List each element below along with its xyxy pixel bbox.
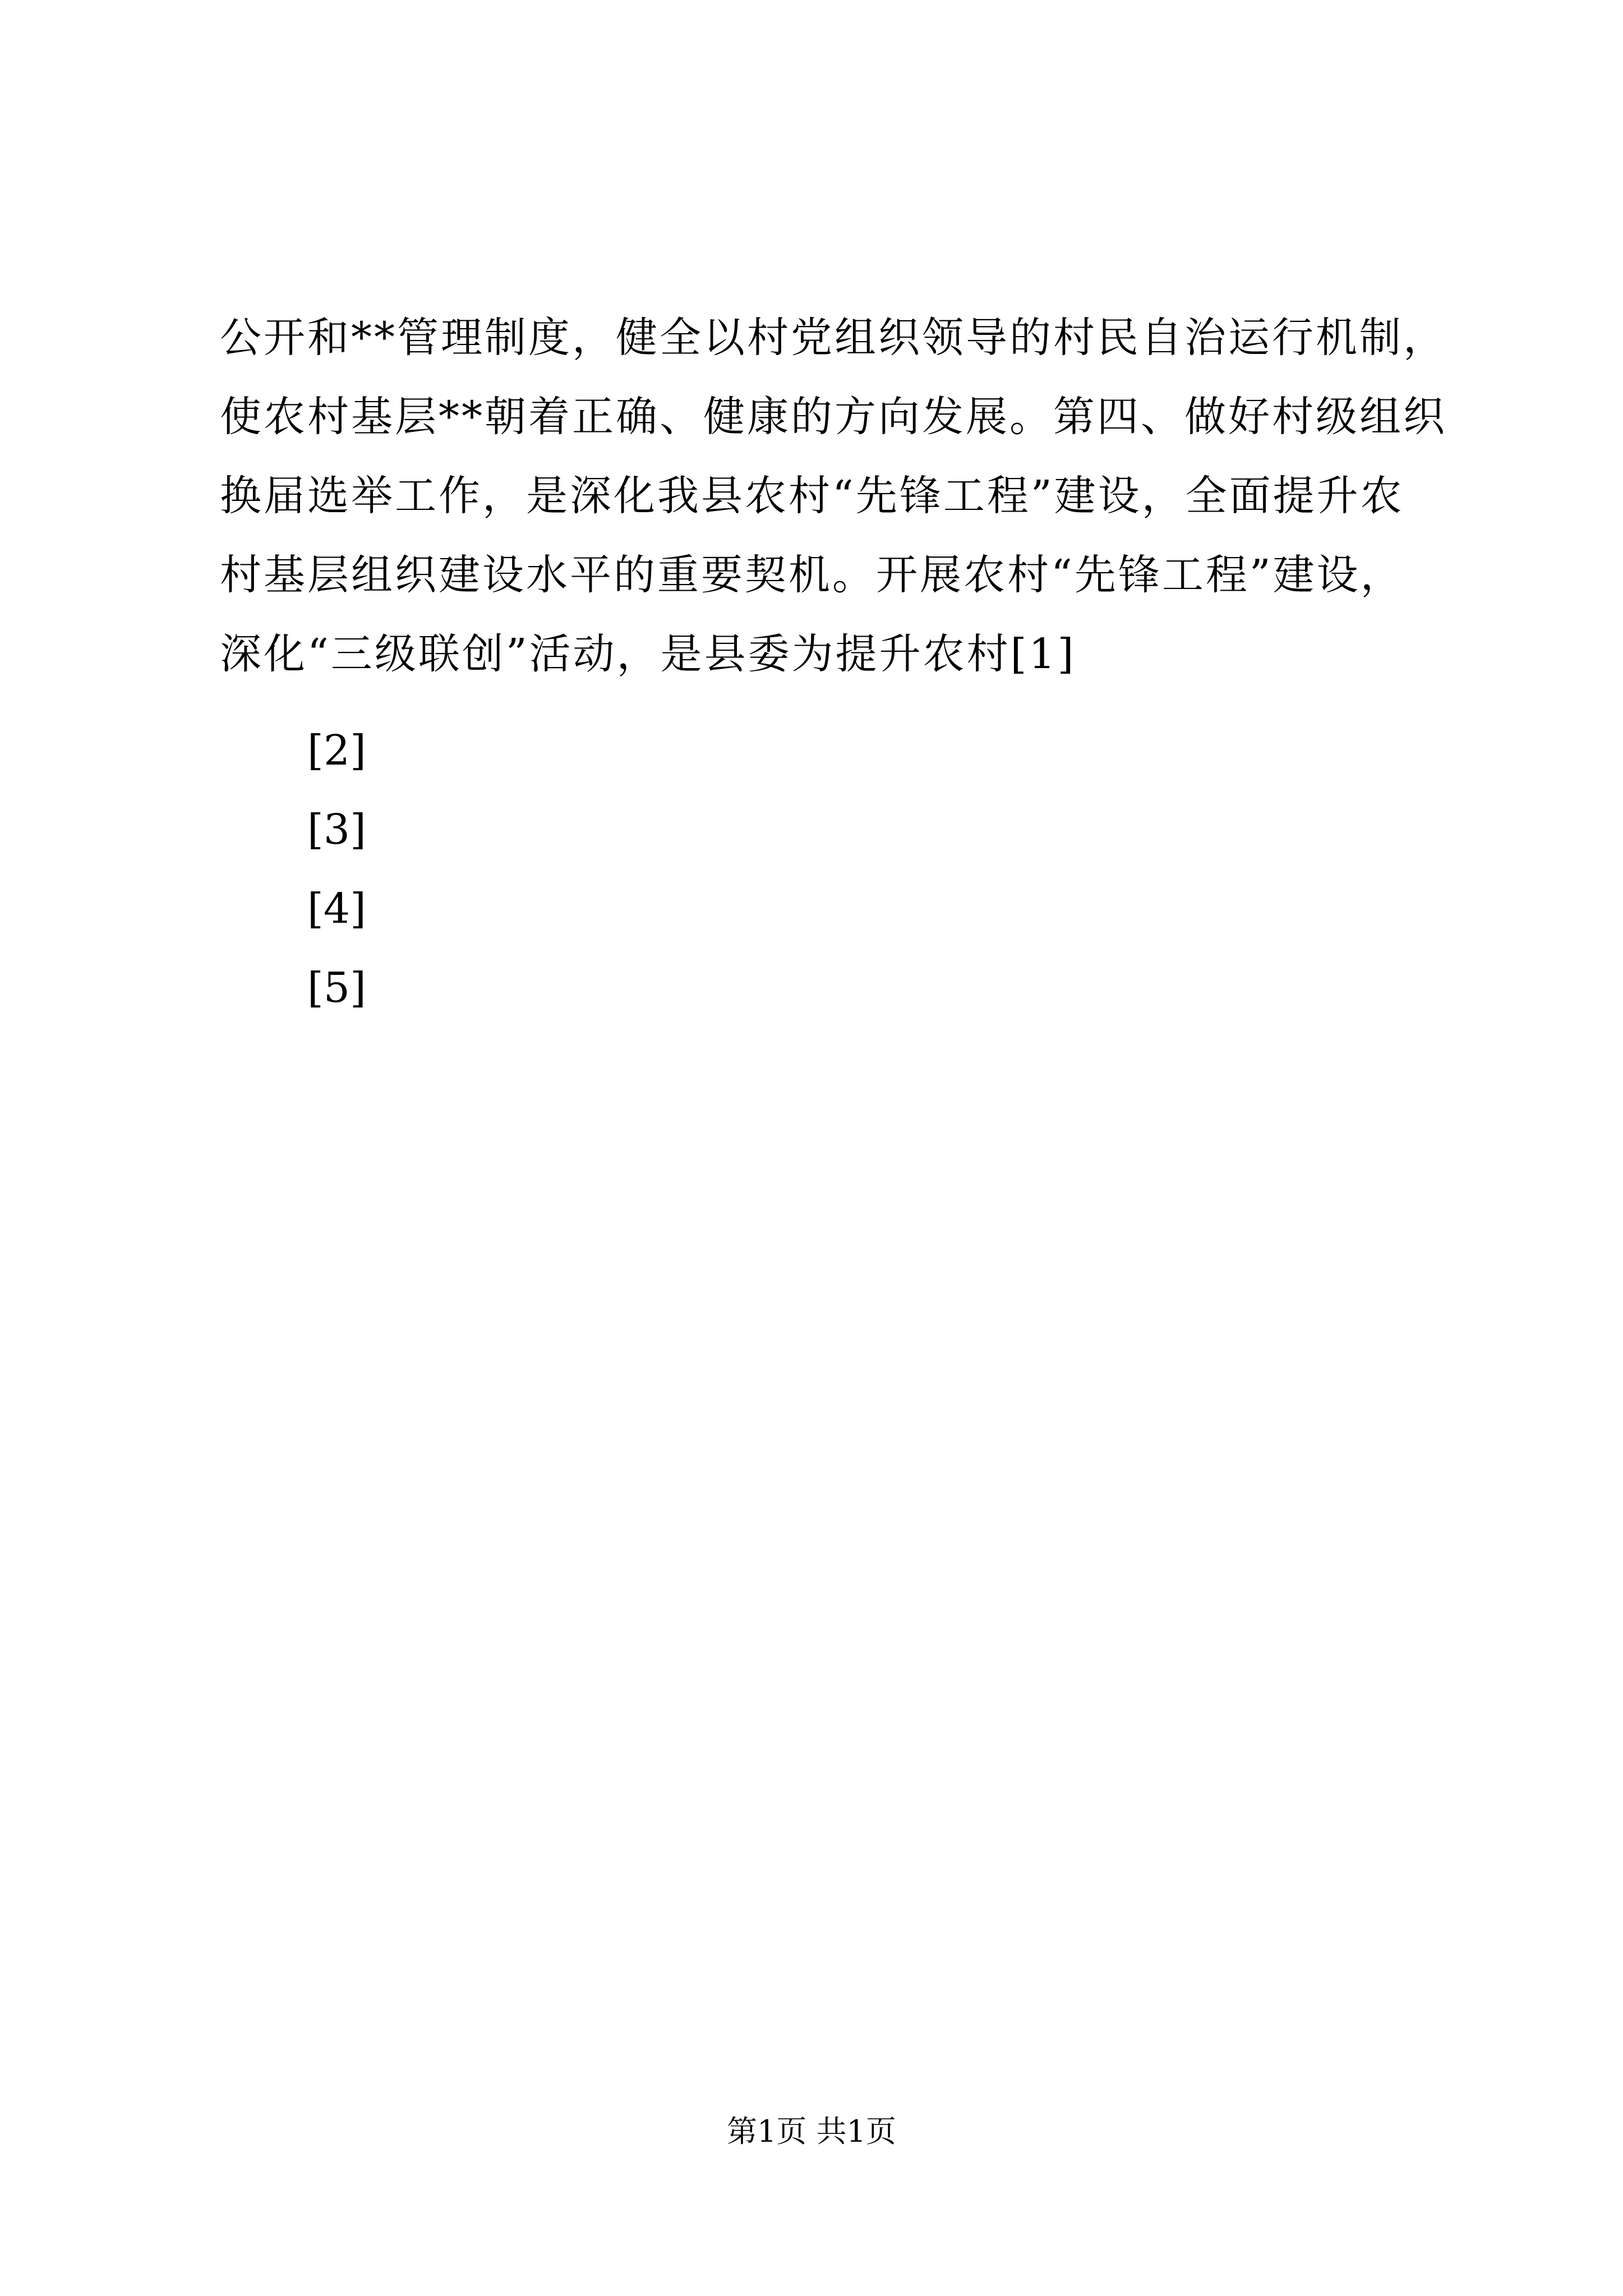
reference-marker: [4] xyxy=(307,885,366,933)
page-footer: 第1页 共1页 xyxy=(727,2114,896,2149)
paragraph-line: 深化“三级联创”活动，是县委为提升农村[1] xyxy=(220,630,1076,678)
paragraph-line: 换届选举工作，是深化我县农村“先锋工程”建设，全面提升农 xyxy=(220,472,1404,520)
paragraph-line: 使农村基层**朝着正确、健康的方向发展。第四、做好村级组织 xyxy=(220,393,1447,441)
paragraph-line: 村基层组织建设水平的重要契机。开展农村“先锋工程”建设， xyxy=(220,551,1404,599)
body-paragraph xyxy=(220,298,1447,694)
paragraph-line: 公开和**管理制度，健全以村党组织领导的村民自治运行机制， xyxy=(220,314,1447,362)
reference-marker: [2] xyxy=(307,726,366,775)
reference-marker: [3] xyxy=(307,806,366,854)
reference-list xyxy=(307,711,366,1028)
reference-marker: [5] xyxy=(307,964,366,1012)
